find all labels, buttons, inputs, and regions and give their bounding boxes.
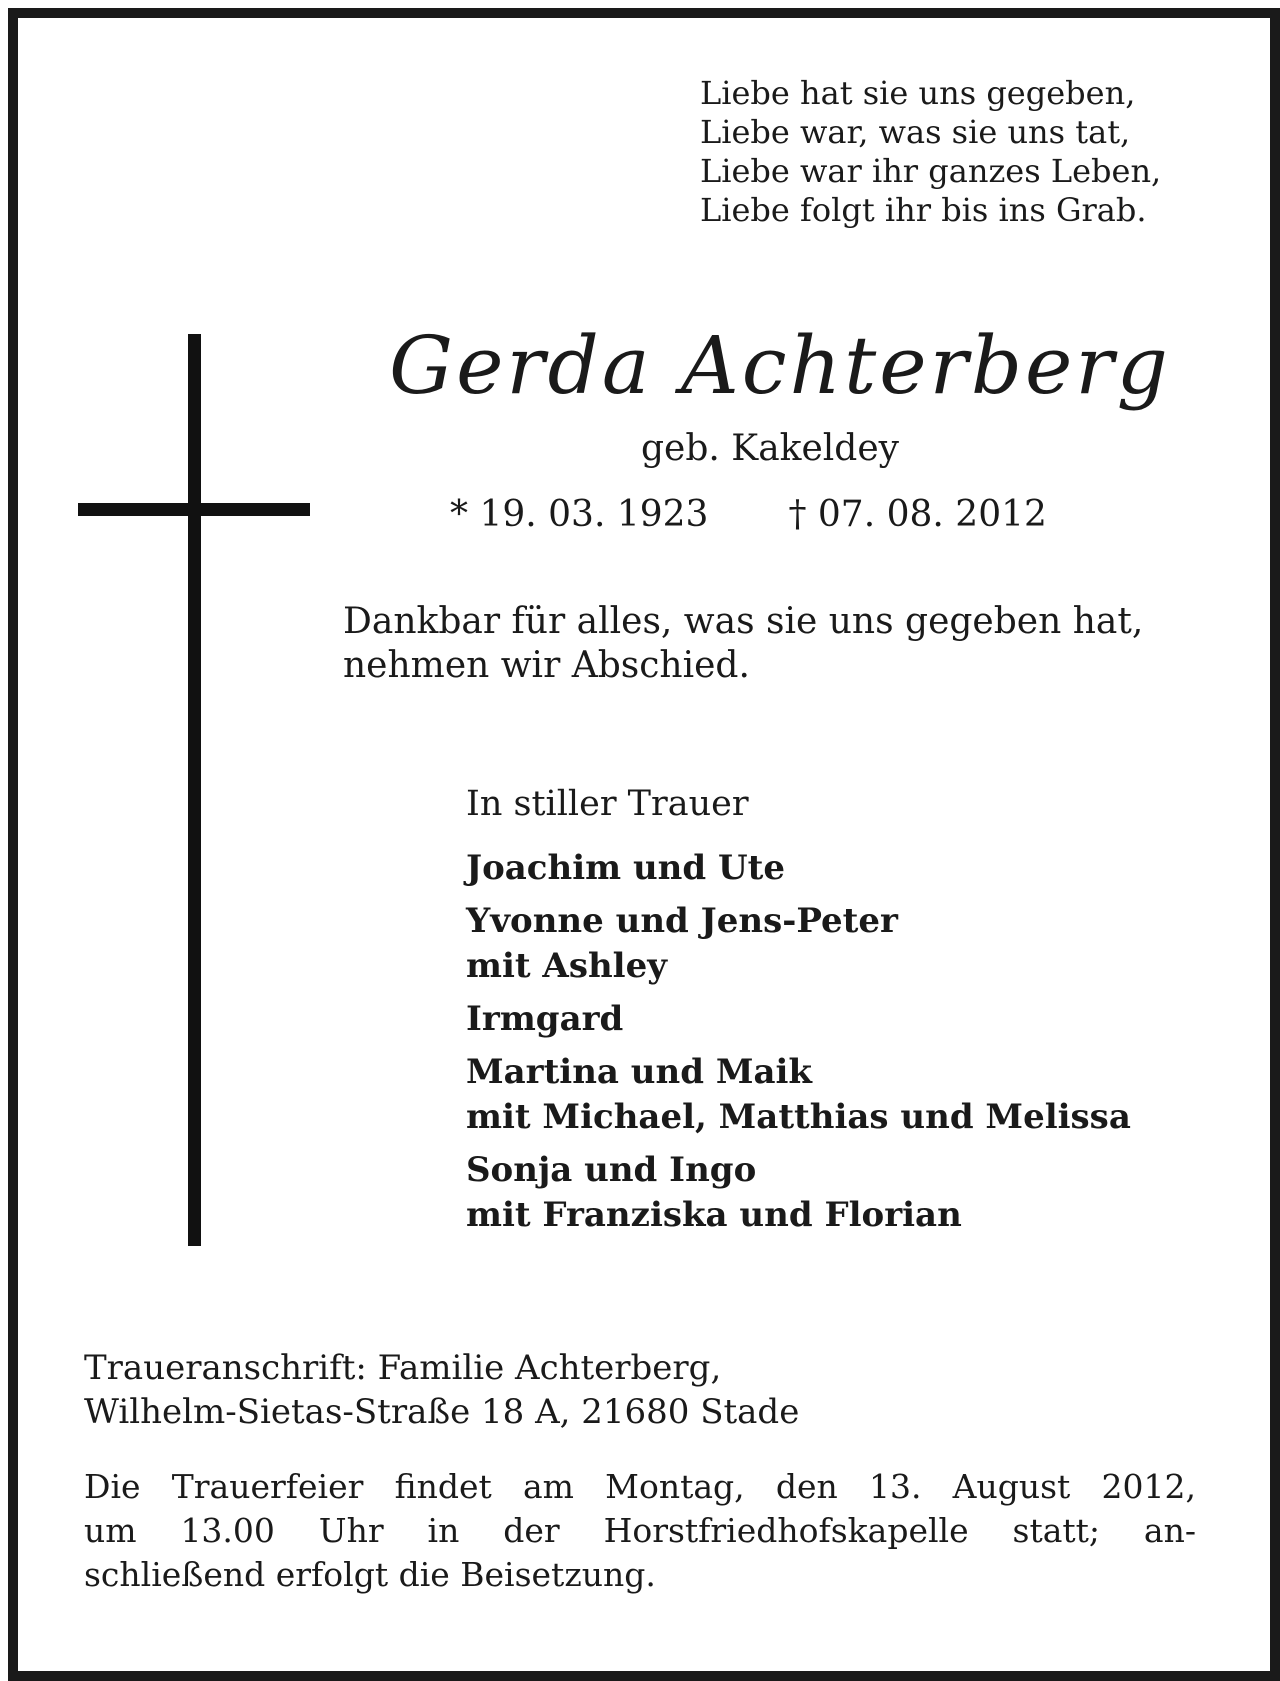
address-line: Wilhelm-Sietas-Straße 18 A, 21680 Stade — [84, 1392, 800, 1432]
poem-line: Liebe war ihr ganzes Leben, — [700, 152, 1162, 190]
poem-line: Liebe hat sie uns gegeben, — [700, 74, 1136, 112]
maiden-name: geb. Kakeldey — [641, 428, 899, 469]
deceased-name: Gerda Achterberg — [389, 319, 1171, 412]
mourners-list — [466, 846, 1131, 1246]
address-line: Traueranschrift: Familie Achterberg, — [84, 1348, 722, 1388]
thanks-text — [343, 600, 1143, 688]
thanks-line: Dankbar für alles, was sie uns gegeben hat, — [343, 601, 1144, 642]
mourner-line: mit Ashley — [466, 946, 667, 986]
mourning-address — [84, 1346, 799, 1434]
cross-icon-vertical — [188, 334, 201, 1246]
mourner-group — [466, 1050, 1131, 1140]
mourner-line: Martina und Maik — [466, 1052, 812, 1092]
cross-icon-horizontal — [78, 503, 310, 516]
thanks-line: nehmen wir Abschied. — [343, 645, 750, 686]
mourner-line: Irmgard — [466, 999, 624, 1039]
poem-line: Liebe folgt ihr bis ins Grab. — [700, 191, 1147, 229]
ceremony-line: schließend erfolgt die Beisetzung. — [84, 1555, 656, 1594]
mourner-line: mit Franziska und Florian — [466, 1195, 962, 1235]
ceremony-line: um 13.00 Uhr in der Horstfriedhofskapelle statt; an- — [84, 1511, 1196, 1550]
poem — [700, 74, 1161, 230]
mourner-line: Yvonne und Jens-Peter — [466, 901, 898, 941]
mourner-group — [466, 846, 1131, 891]
mourner-line: Joachim und Ute — [466, 848, 785, 888]
mourner-group — [466, 1148, 1131, 1238]
mourning-intro: In stiller Trauer — [466, 784, 749, 824]
mourner-line: Sonja und Ingo — [466, 1150, 757, 1190]
life-dates — [450, 494, 1047, 535]
poem-line: Liebe war, was sie uns tat, — [700, 113, 1131, 151]
mourner-group — [466, 997, 1131, 1042]
birth-date: * 19. 03. 1923 — [450, 494, 709, 535]
mourner-line: mit Michael, Matthias und Melissa — [466, 1097, 1131, 1137]
death-date: † 07. 08. 2012 — [788, 494, 1047, 535]
ceremony-info — [84, 1465, 1196, 1597]
ceremony-line: Die Trauerfeier findet am Montag, den 13. August 2012, — [84, 1467, 1196, 1506]
mourner-group — [466, 899, 1131, 989]
